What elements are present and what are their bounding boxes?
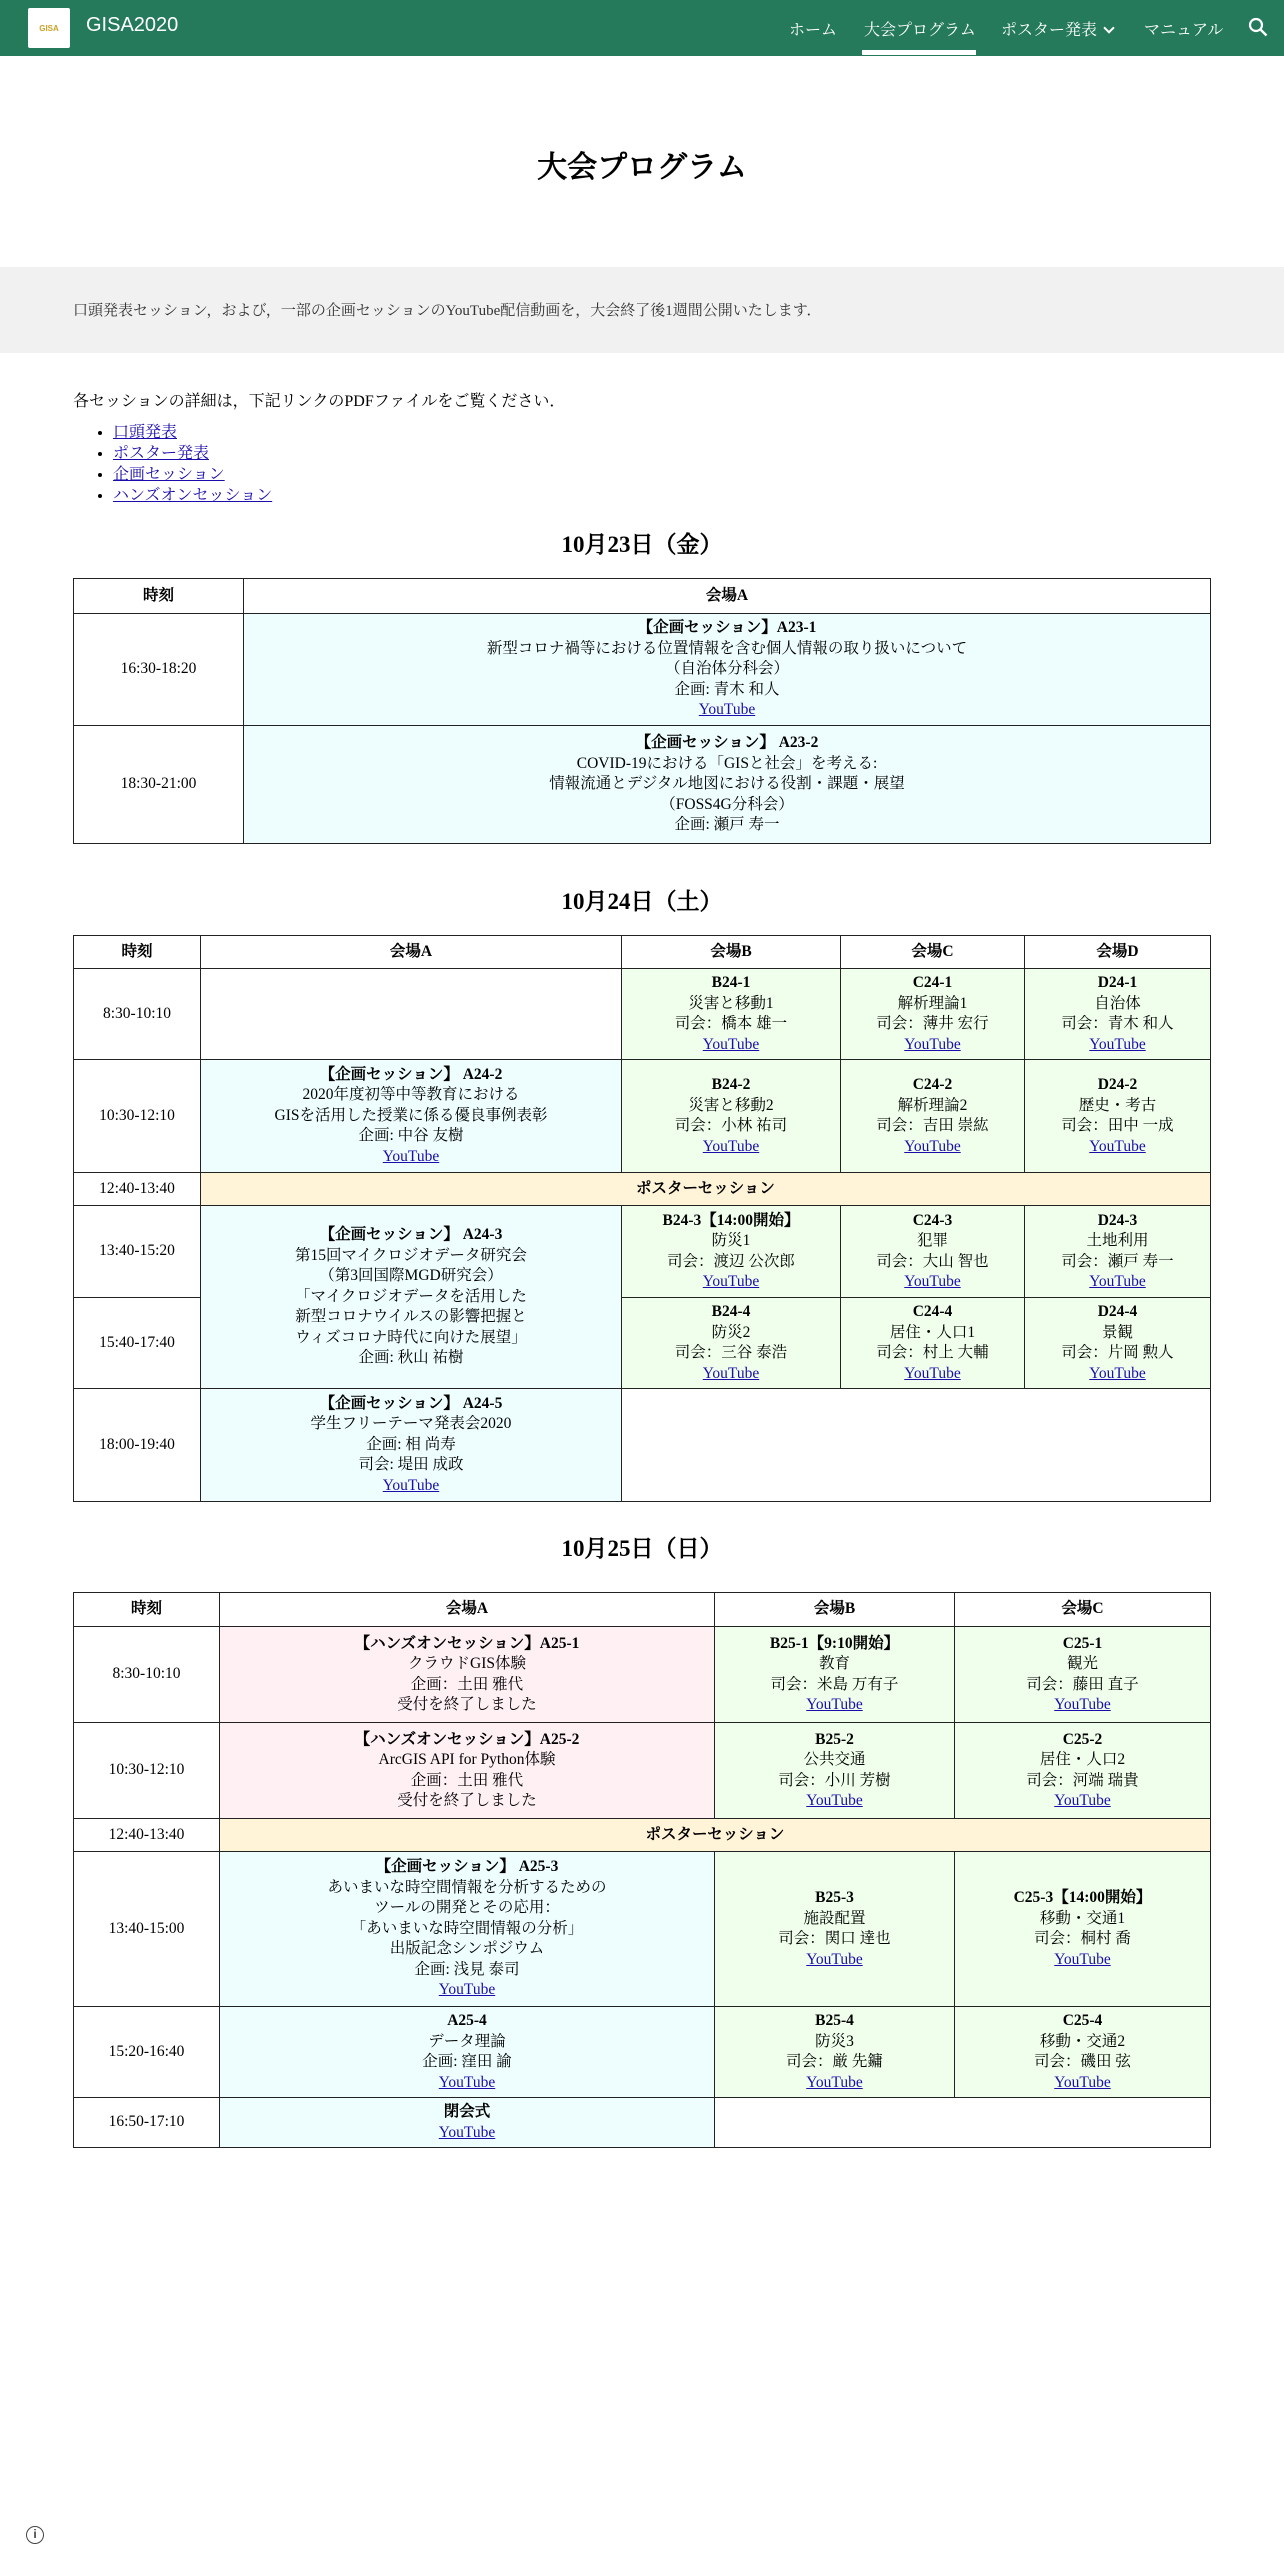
youtube-link[interactable]: YouTube <box>806 1696 863 1713</box>
session-cell <box>715 2007 955 2098</box>
session-topic: 移動・交通1 <box>1039 1909 1126 1927</box>
nav-program[interactable]: 大会プログラム <box>864 22 976 39</box>
session-organizer: 企画: 瀬戸 寿一 <box>674 816 780 834</box>
session-line: 新型コロナ禍等における位置情報を含む個人情報の取り扱いについて <box>486 639 968 657</box>
session-cell <box>220 2007 715 2098</box>
session-line: あいまいな時空間情報を分析するための <box>327 1878 607 1896</box>
youtube-link[interactable]: YouTube <box>698 701 756 719</box>
session-topic: 歴史・考古 <box>1078 1096 1157 1114</box>
session-title: 【企画セッション】 A24-3 <box>319 1226 503 1244</box>
time-cell: 10:30-12:10 <box>74 1060 201 1173</box>
youtube-link[interactable]: YouTube <box>438 1981 496 1999</box>
session-chair: 司会: 堤田 成政 <box>358 1456 464 1474</box>
nav-poster-label: ポスター発表 <box>1001 22 1098 39</box>
session-cell <box>220 2098 715 2148</box>
session-cell <box>955 1723 1211 1819</box>
youtube-link[interactable]: YouTube <box>904 1035 961 1053</box>
chevron-down-icon <box>1103 22 1114 33</box>
session-chair: 司会：河端 瑞貴 <box>1026 1771 1139 1789</box>
session-cell <box>201 1389 622 1502</box>
header-room-a: 会場A <box>201 936 622 969</box>
youtube-link[interactable]: YouTube <box>1054 1950 1111 1968</box>
session-line: COVID-19における「GISと社会」を考える: <box>576 754 878 772</box>
youtube-link[interactable]: YouTube <box>1054 2073 1111 2091</box>
session-topic: 災害と移動1 <box>688 994 774 1012</box>
site-logo[interactable] <box>28 8 70 48</box>
session-cell <box>715 1627 955 1723</box>
youtube-link[interactable]: YouTube <box>702 1035 760 1053</box>
session-id: C24-4 <box>912 1303 953 1320</box>
header-time: 時刻 <box>74 579 244 614</box>
youtube-link[interactable]: YouTube <box>904 1137 961 1155</box>
session-cell <box>220 1723 715 1819</box>
session-line: GISを活用した授業に係る優良事例表彰 <box>274 1106 548 1124</box>
time-cell: 15:40-17:40 <box>74 1298 201 1389</box>
session-topic: 犯罪 <box>916 1232 948 1249</box>
session-topic: 教育 <box>818 1655 850 1672</box>
session-chair: 司会：磯田 弦 <box>1034 2053 1131 2070</box>
day-title-oct23: 10月23日（金） <box>561 532 723 557</box>
session-topic: データ理論 <box>428 2032 506 2050</box>
youtube-link[interactable]: YouTube <box>382 1476 440 1494</box>
session-topic: 防災2 <box>711 1323 751 1341</box>
session-cell <box>841 969 1025 1060</box>
session-topic: 自治体 <box>1094 994 1141 1012</box>
notice-text: 口頭発表セッション，および，一部の企画セッションのYouTube配信動画を，大会終了後1週間公開いたします． <box>73 303 822 319</box>
session-title: 【企画セッション】 A24-2 <box>319 1065 503 1083</box>
pdf-links <box>113 422 272 506</box>
youtube-link[interactable]: YouTube <box>1054 1696 1111 1713</box>
session-cell <box>244 726 1211 844</box>
link-oral[interactable]: 口頭発表 <box>113 424 178 441</box>
day-title-oct24: 10月24日（土） <box>561 889 723 914</box>
session-organizer: 企画: 窪田 諭 <box>422 2053 512 2070</box>
session-topic: 解析理論1 <box>897 994 968 1012</box>
session-chair: 司会：橋本 雄一 <box>674 1015 788 1032</box>
session-line: 情報流通とデジタル地図における役割・課題・展望 <box>549 775 905 793</box>
session-id: D24-4 <box>1097 1303 1138 1320</box>
nav-home[interactable]: ホーム <box>789 22 838 39</box>
header-time: 時刻 <box>74 1593 220 1627</box>
poster-session-cell: ポスターセッション <box>201 1173 1211 1206</box>
session-cell <box>201 1060 622 1173</box>
session-id: C24-1 <box>912 974 953 991</box>
list-item <box>113 443 272 464</box>
logo-text: GISA <box>39 23 59 33</box>
poster-session-cell: ポスターセッション <box>220 1819 1211 1852</box>
session-line: ウィズコロナ時代に向けた展望」 <box>295 1328 527 1346</box>
session-line: 第15回マイクロジオデータ研究会 <box>295 1246 527 1264</box>
time-cell: 16:50-17:10 <box>74 2098 220 2148</box>
youtube-link[interactable]: YouTube <box>438 2073 496 2091</box>
session-id: B25-4 <box>815 2012 854 2029</box>
session-line: 学生フリーテーマ発表会2020 <box>310 1415 512 1433</box>
registration-status: 受付を終了しました <box>397 1792 537 1809</box>
page-title: 大会プログラム <box>537 151 747 184</box>
session-cell <box>955 1627 1211 1723</box>
session-id: C24-2 <box>912 1076 953 1093</box>
session-title: 【企画セッション】 A23-2 <box>635 734 819 752</box>
session-chair: 司会：桐村 喬 <box>1034 1930 1131 1947</box>
session-chair: 司会：米島 万有子 <box>770 1675 899 1693</box>
session-cell <box>622 1206 841 1298</box>
time-cell: 18:00-19:40 <box>74 1389 201 1502</box>
session-cell <box>1025 1060 1211 1173</box>
schedule-table-oct24 <box>73 935 1211 1502</box>
session-chair: 司会：小川 芳樹 <box>778 1771 891 1789</box>
header-room-d: 会場D <box>1025 936 1211 969</box>
list-item <box>113 464 272 485</box>
session-chair: 司会：大山 智也 <box>876 1252 989 1270</box>
session-title: 【ハンズオンセッション】A25-2 <box>354 1730 580 1748</box>
session-chair: 司会：薄井 宏行 <box>876 1015 989 1032</box>
header-room-a: 会場A <box>220 1593 715 1627</box>
session-chair: 司会：三谷 泰浩 <box>674 1344 788 1361</box>
empty-cell <box>201 969 622 1060</box>
session-topic: 施設配置 <box>803 1909 866 1927</box>
list-item <box>113 422 272 443</box>
session-id: C25-1 <box>1062 1634 1103 1652</box>
session-line: 「マイクロジオデータを活用した <box>295 1287 527 1305</box>
schedule-table-oct25 <box>73 1592 1211 2148</box>
day-title-oct25: 10月25日（日） <box>561 1536 723 1561</box>
session-chair: 司会：関口 達也 <box>778 1930 891 1947</box>
session-line: 2020年度初等中等教育における <box>302 1086 520 1104</box>
active-tab-indicator <box>862 50 976 55</box>
session-cell <box>955 1852 1211 2007</box>
time-cell: 13:40-15:20 <box>74 1206 201 1298</box>
session-line: （FOSS4G分科会） <box>660 795 794 813</box>
session-chair: 司会：渡辺 公次郎 <box>667 1252 795 1270</box>
session-topic: 移動・交通2 <box>1039 2032 1126 2050</box>
session-chair: 司会：田中 一成 <box>1061 1117 1174 1134</box>
youtube-link[interactable]: YouTube <box>806 1950 863 1968</box>
session-topic: 観光 <box>1066 1655 1098 1672</box>
link-handson[interactable]: ハンズオンセッション <box>113 487 273 504</box>
session-topic: 防災1 <box>711 1232 751 1249</box>
session-line: （自治体分科会） <box>664 660 789 678</box>
list-item <box>113 485 272 506</box>
session-organizer: 企画: 秋山 祐樹 <box>358 1349 464 1367</box>
session-cell <box>622 1060 841 1173</box>
session-title: A25-4 <box>447 2012 487 2029</box>
session-chair: 司会：小林 祐司 <box>674 1117 788 1134</box>
session-id: C25-4 <box>1062 2012 1103 2029</box>
session-topic: 災害と移動2 <box>688 1096 774 1114</box>
registration-status: 受付を終了しました <box>397 1696 537 1713</box>
youtube-link[interactable]: YouTube <box>1089 1137 1146 1155</box>
time-cell: 10:30-12:10 <box>74 1723 220 1819</box>
header-room-b: 会場B <box>622 936 841 969</box>
session-cell <box>1025 1206 1211 1298</box>
session-id: C25-3【14:00開始】 <box>1013 1889 1152 1906</box>
youtube-link[interactable]: YouTube <box>904 1273 961 1290</box>
session-id: B25-2 <box>815 1730 854 1748</box>
session-topic: 居住・人口2 <box>1039 1751 1126 1768</box>
session-id: B24-4 <box>711 1303 751 1320</box>
session-cell <box>220 1852 715 2007</box>
session-organizer: 企画: 中谷 友樹 <box>358 1127 464 1145</box>
header-time: 時刻 <box>74 936 201 969</box>
session-id: B25-1【9:10開始】 <box>769 1634 900 1652</box>
session-organizer: 企画: 青木 和人 <box>674 680 780 698</box>
session-chair: 司会：厳 先鏞 <box>786 2053 883 2070</box>
session-cell <box>622 969 841 1060</box>
time-cell: 13:40-15:00 <box>74 1852 220 2007</box>
youtube-link[interactable]: YouTube <box>1089 1364 1146 1382</box>
youtube-link[interactable]: YouTube <box>702 1137 760 1155</box>
youtube-link[interactable]: YouTube <box>806 1792 863 1809</box>
session-id: D24-3 <box>1097 1211 1138 1229</box>
session-title: 【企画セッション】 A25-3 <box>375 1858 559 1876</box>
session-id: C24-3 <box>912 1211 953 1229</box>
session-cell <box>841 1060 1025 1173</box>
session-cell <box>244 614 1211 726</box>
top-app-bar <box>0 0 1284 56</box>
session-line: ツールの開発とその応用： <box>374 1899 560 1917</box>
session-organizer: 企画: 浅見 泰司 <box>414 1960 520 1978</box>
session-id: C25-2 <box>1062 1730 1103 1748</box>
session-topic: 景観 <box>1101 1323 1133 1341</box>
session-cell <box>622 1298 841 1389</box>
session-organizer: 企画: 相 尚寿 <box>366 1435 456 1453</box>
session-chair: 司会：瀬戸 寿一 <box>1061 1252 1174 1270</box>
session-title: 【ハンズオンセッション】A25-1 <box>354 1634 580 1652</box>
youtube-link[interactable]: YouTube <box>1089 1273 1146 1290</box>
youtube-link[interactable]: YouTube <box>904 1364 961 1382</box>
header-room-a: 会場A <box>244 579 1211 614</box>
session-cell <box>841 1298 1025 1389</box>
session-line: ArcGIS API for Python体験 <box>378 1751 556 1768</box>
session-id: B24-3【14:00開始】 <box>662 1211 800 1229</box>
empty-cell <box>715 2098 1211 2148</box>
link-planning[interactable]: 企画セッション <box>113 466 225 483</box>
session-topic: 居住・人口1 <box>889 1323 976 1341</box>
time-cell: 16:30-18:20 <box>74 614 244 726</box>
session-id: D24-2 <box>1097 1076 1138 1093</box>
session-id: B25-3 <box>815 1889 854 1906</box>
session-cell <box>1025 1298 1211 1389</box>
session-cell <box>715 1723 955 1819</box>
youtube-link[interactable]: YouTube <box>806 2073 863 2091</box>
session-line: クラウドGIS体験 <box>408 1655 526 1672</box>
session-cell <box>715 1852 955 2007</box>
time-cell: 8:30-10:10 <box>74 969 201 1060</box>
header-room-c: 会場C <box>955 1593 1211 1627</box>
session-line: 出版記念シンポジウム <box>389 1940 545 1958</box>
session-chair: 司会：片岡 勲人 <box>1061 1344 1174 1361</box>
session-cell <box>1025 969 1211 1060</box>
session-topic: 公共交通 <box>803 1751 866 1768</box>
session-chair: 司会：吉田 崇紘 <box>876 1117 989 1134</box>
session-title: 【企画セッション】A23-1 <box>637 619 817 637</box>
nav-manual[interactable]: マニュアル <box>1144 22 1224 39</box>
time-cell: 15:20-16:40 <box>74 2007 220 2098</box>
time-cell: 8:30-10:10 <box>74 1627 220 1723</box>
youtube-link[interactable]: YouTube <box>702 1273 760 1290</box>
empty-cell <box>622 1389 1211 1502</box>
session-title: 【企画セッション】 A24-5 <box>319 1394 503 1412</box>
session-organizer: 企画：土田 雅代 <box>410 1675 524 1693</box>
session-organizer: 企画：土田 雅代 <box>410 1771 524 1789</box>
youtube-link[interactable]: YouTube <box>1089 1035 1146 1053</box>
nav-poster[interactable] <box>1001 17 1113 40</box>
site-title[interactable]: GISA2020 <box>86 14 179 36</box>
search-icon[interactable] <box>1248 17 1268 37</box>
youtube-link[interactable]: YouTube <box>382 1147 440 1165</box>
session-id: B24-1 <box>711 974 751 991</box>
session-topic: 土地利用 <box>1086 1232 1149 1249</box>
session-id: B24-2 <box>711 1076 751 1093</box>
session-topic: 解析理論2 <box>897 1096 968 1114</box>
youtube-link[interactable]: YouTube <box>702 1364 760 1382</box>
session-line: 新型コロナウイルスの影響把握と <box>295 1308 527 1326</box>
time-cell: 12:40-13:40 <box>74 1819 220 1852</box>
session-chair: 司会：藤田 直子 <box>1026 1675 1139 1693</box>
youtube-link[interactable]: YouTube <box>438 2123 496 2141</box>
intro-text: 各セッションの詳細は，下記リンクのPDFファイルをご覧ください． <box>73 393 566 410</box>
session-cell <box>955 2007 1211 2098</box>
session-cell <box>220 1627 715 1723</box>
time-cell: 18:30-21:00 <box>74 726 244 844</box>
header-room-c: 会場C <box>841 936 1025 969</box>
time-cell: 12:40-13:40 <box>74 1173 201 1206</box>
session-line: 「あいまいな時空間情報の分析」 <box>350 1919 584 1937</box>
youtube-link[interactable]: YouTube <box>1054 1792 1111 1809</box>
session-title: 閉会式 <box>443 2103 491 2120</box>
header-room-b: 会場B <box>715 1593 955 1627</box>
session-topic: 防災3 <box>815 2032 854 2050</box>
link-poster[interactable]: ポスター発表 <box>113 445 210 462</box>
schedule-table-oct23 <box>73 578 1211 844</box>
session-id: D24-1 <box>1097 974 1138 991</box>
session-chair: 司会：青木 和人 <box>1061 1015 1174 1032</box>
notice-band <box>0 267 1284 353</box>
session-chair: 司会：村上 大輔 <box>876 1344 989 1361</box>
info-icon[interactable]: i <box>26 2526 44 2544</box>
session-cell <box>841 1206 1025 1298</box>
session-line: （第3回国際MGD研究会） <box>319 1267 503 1285</box>
session-cell <box>201 1206 622 1389</box>
